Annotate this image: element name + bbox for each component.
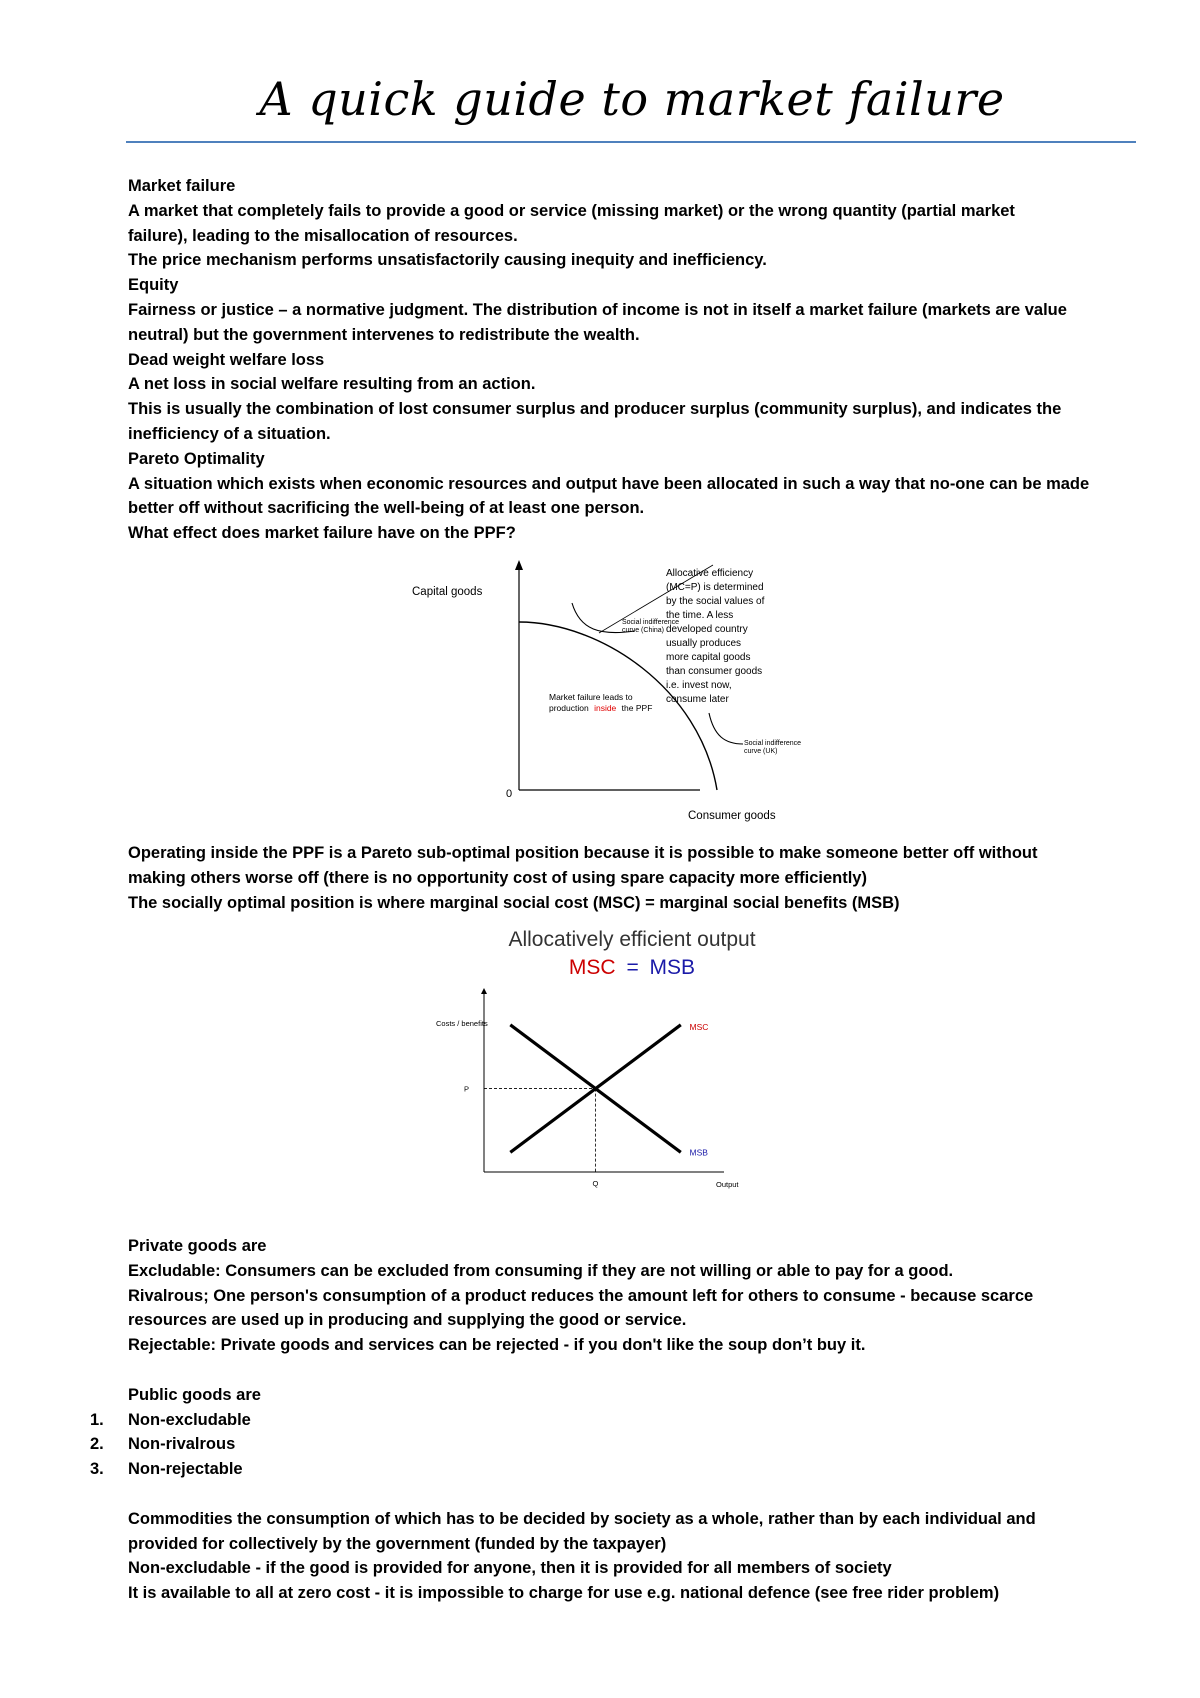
paragraph-line: neutral) but the government intervenes to redistribute the wealth. [128,325,640,344]
paragraph-line: making others worse off (there is no opportunity cost of using spare capacity more efficiently) [128,868,867,887]
ppf-diagram [400,548,860,838]
title-underline [126,141,1136,143]
paragraph-line: Rivalrous; One person's consumption of a product reduces the amount left for others to consume - because scarce [128,1286,1034,1305]
chart-marks [464,1022,708,1188]
paragraph-line: Rejectable: Private goods and services can be rejected - if you don't like the soup don’t buy it. [128,1336,866,1355]
subtitle-msb: MSB [649,956,696,979]
sic-uk-curve [709,713,743,744]
paragraph-line: This is usually the combination of lost consumer surplus and producer surplus (community surplus), and indicates the [128,400,1062,419]
pareto-section [128,841,1148,915]
subtitle-equals: = [626,956,639,979]
heading-equity: Equity [128,276,179,295]
y-axis-arrow [481,988,487,994]
paragraph-line: resources are used up in producing and supplying the good or service. [128,1311,687,1330]
intro-section [128,174,1148,546]
heading-market-failure: Market failure [128,177,236,195]
paragraph-line: failure), leading to the misallocation of resources. [128,226,518,245]
paragraph-line: Operating inside the PPF is a Pareto sub-optimal position because it is possible to make someone better off without [128,844,1038,862]
msc-msb-chart [400,920,820,1200]
paragraph-line: A net loss in social welfare resulting from an action. [128,375,536,394]
paragraph-line: better off without sacrificing the well-being of at least one person. [128,499,645,518]
chart-title: Allocatively efficient output [508,928,756,951]
private-goods-section [90,1234,1148,1606]
market-failure-note: Market failure leads to production inside the PPF [549,692,653,713]
chart-axes [481,988,724,1172]
question-ppf: What effect does market failure have on the PPF? [128,524,516,543]
heading-pareto-optimality: Pareto Optimality [128,449,265,468]
ppf-y-label: Capital goods [412,586,483,598]
chart-x-label: Output [716,1180,739,1189]
subtitle-msc: MSC [568,956,616,979]
price-label: P [464,1084,470,1094]
series-label-msc: MSC [689,1021,709,1032]
ppf-origin-label: 0 [506,788,513,800]
paragraph-line: It is available to all at zero cost - it is impossible to charge for use e.g. national defence (see free rider problem) [128,1584,1000,1603]
paragraph-line: A situation which exists when economic resources and output have been allocated in such a way that no-one can be made [128,474,1090,493]
quantity-label: Q [592,1179,599,1188]
paragraph-line: Non-excludable - if the good is provided for anyone, then it is provided for all members of society [128,1559,892,1578]
paragraph-line: A market that completely fails to provide a good or service (missing market) or the wrong quantity (partial market [128,201,1015,220]
heading-public-goods: Public goods are [128,1385,261,1404]
page-title: A quick guide to market failure [259,72,1005,126]
paragraph-line: inefficiency of a situation. [128,424,331,443]
paragraph-line: Fairness or justice – a normative judgment. The distribution of income is not in itself a market failure (markets are value [128,300,1067,319]
allocative-efficiency-annotation: Allocative efficiency (MC=P) is determined by the social values of the time. A less developed country usually produces more capital goods than consumer goods i.e. invest now, consume later [666,568,765,705]
paragraph-line: Excludable: Consumers can be excluded from consuming if they are not willing or able to pay for a good. [128,1261,954,1280]
sic-uk-label: Social indifference curve (UK) [744,740,802,755]
paragraph-line: Commodities the consumption of which has to be decided by society as a whole, rather than by each individual and [128,1509,1036,1528]
ppf-x-label: Consumer goods [688,810,776,822]
list-item: 3. Non-rejectable [90,1460,243,1479]
paragraph-line: The price mechanism performs unsatisfactorily causing inequity and inefficiency. [128,251,767,270]
list-item: 1. Non-excludable [90,1410,251,1429]
heading-private-goods: Private goods are [128,1237,267,1255]
list-item: 2. Non-rivalrous [90,1435,236,1454]
chart-subtitle [569,956,695,979]
chart-y-label: Costs / benefits [436,1019,488,1028]
heading-dead-weight-loss: Dead weight welfare loss [128,350,325,369]
public-goods-list [90,1408,1148,1482]
series-label-msb: MSB [689,1147,708,1158]
paragraph-line: The socially optimal position is where marginal social cost (MSC) = marginal social benefits (MSB) [128,893,900,912]
paragraph-line: provided for collectively by the government (funded by the taxpayer) [128,1534,667,1553]
sic-china-label: Social indifference curve (China) [622,619,680,634]
